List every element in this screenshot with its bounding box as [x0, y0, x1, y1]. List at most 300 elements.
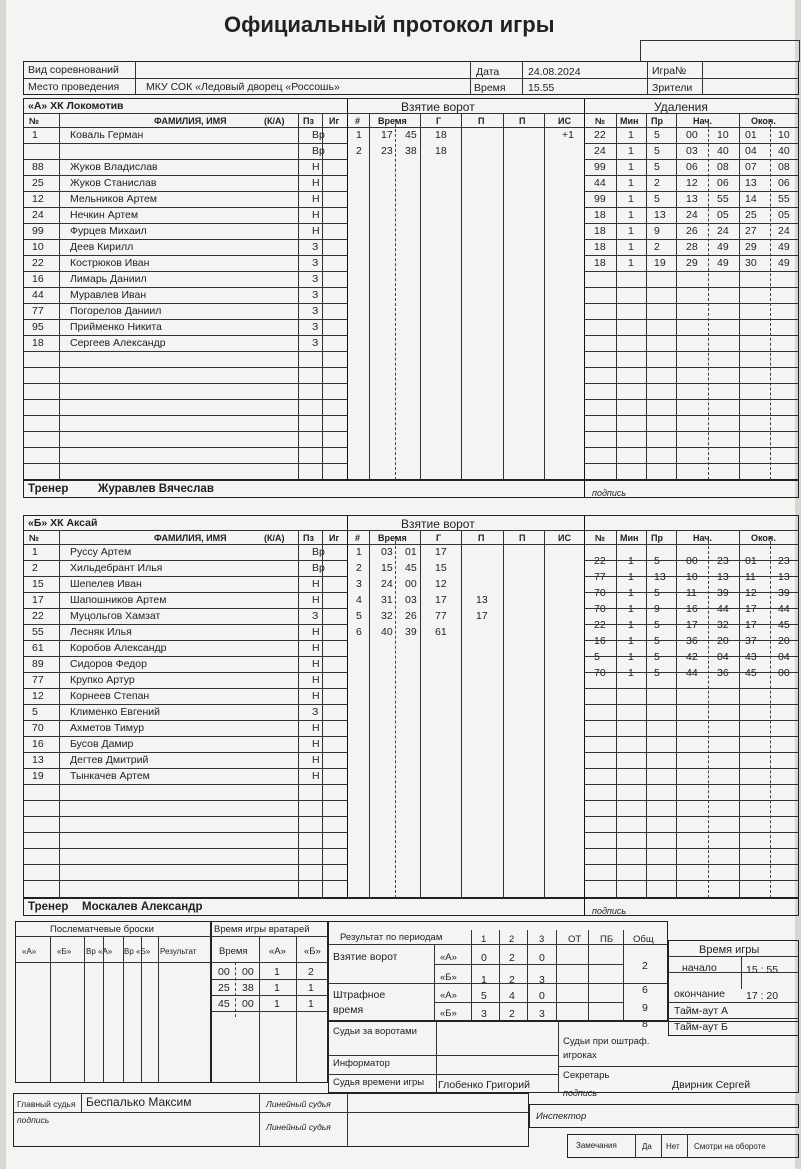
col-pen-number: №	[595, 116, 606, 126]
rule-line	[739, 530, 740, 898]
penalty-minutes: 1	[628, 129, 634, 141]
penalty-end-sec: 00	[778, 667, 790, 679]
penalty-end-sec: 24	[778, 225, 790, 237]
penalty-start-min: 42	[686, 651, 698, 663]
rule-line	[13, 1112, 529, 1113]
player-position: Вр	[312, 129, 325, 141]
remarks-no: Нет	[666, 1142, 680, 1151]
player-position: Н	[312, 177, 320, 189]
rule-line	[584, 816, 799, 817]
penalty-player: 70	[594, 667, 606, 679]
rule-line	[328, 983, 668, 984]
goal-scorer: 77	[435, 610, 447, 622]
rule-line	[584, 752, 799, 753]
player-name: Прийменко Никита	[70, 321, 162, 333]
penalty-player: 22	[594, 619, 606, 631]
penalty-minutes: 1	[628, 619, 634, 631]
rule-line	[23, 880, 347, 881]
penalty-start-min: 10	[686, 571, 698, 583]
penalty-end-min: 12	[745, 587, 757, 599]
player-number: 70	[32, 722, 44, 734]
penalty-start-sec: 05	[717, 209, 729, 221]
col-ka: (К/А)	[264, 533, 285, 543]
rule-line	[23, 399, 347, 400]
goal-second: 01	[405, 546, 417, 558]
col-pen-end: Окон.	[751, 533, 776, 543]
goalie-b-number: 1	[308, 998, 314, 1010]
goalie-col-a: «А»	[269, 946, 286, 957]
pim-a-period: 5	[481, 990, 487, 1002]
goal-minute: 17	[381, 129, 393, 141]
timekeeper-name: Глобенко Григорий	[438, 1079, 530, 1091]
rule-line	[84, 936, 85, 1083]
goal-scorer: 12	[435, 578, 447, 590]
page-title: Официальный протокол игры	[224, 12, 555, 37]
player-position: Н	[312, 658, 320, 670]
rule-line	[328, 944, 668, 945]
penalty-code: 2	[654, 177, 660, 189]
penalty-code: 5	[654, 145, 660, 157]
secretary-name: Двирник Сергей	[672, 1079, 751, 1091]
rule-line	[584, 351, 799, 352]
player-name: Дегтев Дмитрий	[70, 754, 149, 766]
penalty-end-sec: 04	[778, 651, 790, 663]
rule-line	[584, 239, 799, 240]
rule-line	[23, 287, 347, 288]
penalty-end-min: 11	[745, 571, 756, 583]
player-position: З	[312, 337, 319, 349]
penalty-player: 22	[594, 129, 606, 141]
rule-line	[471, 930, 472, 1021]
rule-line	[395, 119, 396, 480]
penalty-end-sec: 23	[778, 555, 790, 567]
rule-line	[141, 936, 142, 1083]
player-number: 61	[32, 642, 44, 654]
penalty-minutes: 1	[628, 571, 634, 583]
player-name: Шапошников Артем	[70, 594, 167, 606]
penalty-player: 70	[594, 603, 606, 615]
penalty-end-sec: 08	[778, 161, 790, 173]
goal-minute: 23	[381, 145, 393, 157]
penalty-player: 77	[594, 571, 606, 583]
col-strength: ИС	[558, 533, 571, 543]
penalty-end-sec: 40	[778, 145, 790, 157]
pim-b-period: 3	[481, 1008, 487, 1020]
rule-line	[635, 1134, 636, 1158]
penalty-code: 5	[654, 129, 660, 141]
rule-line	[527, 930, 528, 1021]
goal-scorer: 15	[435, 562, 447, 574]
goal-scorer: 18	[435, 145, 447, 157]
period-col-1: 2	[509, 934, 515, 945]
rule-line	[503, 113, 504, 480]
penalty-start-sec: 39	[717, 587, 729, 599]
rule-line	[15, 962, 211, 963]
player-number: 16	[32, 738, 44, 750]
penalty-end-min: 17	[745, 619, 757, 631]
player-name: Мельников Артем	[70, 193, 158, 205]
col-pen-minutes: Мин	[620, 533, 639, 543]
penalty-code: 19	[654, 257, 666, 269]
rule-line	[347, 1093, 348, 1147]
rule-line	[369, 530, 370, 898]
penalty-start-sec: 32	[717, 619, 729, 631]
penalty-minutes: 1	[628, 241, 634, 253]
total-pim-a: 9	[642, 1002, 648, 1014]
rule-line	[584, 255, 799, 256]
venue-value: МКУ СОК «Ледовый дворец «Россошь»	[146, 81, 340, 93]
shootout-col-b: «Б»	[57, 947, 72, 956]
penalty-end-min: 01	[745, 555, 757, 567]
penalty-start-min: 11	[686, 587, 697, 599]
goal-minute: 32	[381, 610, 393, 622]
col-pen-start: Нач.	[693, 116, 713, 126]
col-goal-scorer: Г	[436, 116, 442, 126]
player-number: 5	[32, 706, 38, 718]
penalty-player: 24	[594, 145, 606, 157]
goal-judges-label: Судьи за воротами	[333, 1026, 417, 1037]
penalty-start-min: 00	[686, 129, 698, 141]
player-position: Н	[312, 225, 320, 237]
penalty-code: 5	[654, 667, 660, 679]
player-number: 16	[32, 273, 44, 285]
rule-line	[623, 930, 624, 1021]
player-position: Н	[312, 578, 320, 590]
rule-line	[499, 930, 500, 1021]
player-number: 13	[32, 754, 44, 766]
player-name: Жуков Владислав	[70, 161, 158, 173]
venue-label: Место проведения	[28, 81, 120, 93]
player-number: 19	[32, 770, 44, 782]
rule-line	[584, 143, 799, 144]
game-time-title: Время игры	[699, 944, 760, 956]
game-start-label: начало	[682, 962, 717, 974]
rule-line	[461, 530, 462, 898]
goals-team-b-mark: «Б»	[440, 972, 457, 983]
shootout-col-a: «А»	[22, 947, 37, 956]
goal-number: 5	[356, 610, 362, 622]
game-end-value: 17 : 20	[746, 990, 779, 1002]
penalty-player: 99	[594, 193, 606, 205]
player-number: 1	[32, 546, 38, 558]
pim-row-label: Штрафное время	[333, 989, 386, 1016]
rule-line	[676, 113, 677, 480]
penalty-code: 13	[654, 571, 666, 583]
rule-line	[23, 720, 347, 721]
rule-line	[23, 656, 347, 657]
rule-line	[23, 319, 347, 320]
penalty-minutes: 1	[628, 603, 634, 615]
rule-line	[322, 113, 323, 480]
timeout-a-label: Тайм-аут А	[674, 1005, 729, 1017]
penalty-end-sec: 06	[778, 177, 790, 189]
goal-second: 03	[405, 594, 417, 606]
player-name: Деев Кирилл	[70, 241, 134, 253]
rule-line	[81, 1093, 82, 1112]
period-col-2: 3	[539, 934, 545, 945]
game-start-value: 15 : 55	[746, 964, 779, 976]
penalty-end-sec: 13	[778, 571, 790, 583]
player-name: Нечкин Артем	[70, 209, 139, 221]
rule-line	[23, 271, 347, 272]
player-position: Н	[312, 626, 320, 638]
penalty-end-min: 13	[745, 177, 757, 189]
player-position: Н	[312, 770, 320, 782]
rule-line	[584, 223, 799, 224]
goals-b-period: 2	[509, 974, 515, 986]
col-pz: Пз	[303, 533, 314, 543]
rule-line	[584, 335, 799, 336]
player-position: Вр	[312, 562, 325, 574]
rule-line	[739, 113, 740, 480]
time-label: Время	[474, 82, 506, 94]
penalty-start-sec: 36	[717, 667, 729, 679]
rule-line	[23, 143, 347, 144]
goalie-col-b: «Б»	[304, 946, 321, 957]
rule-line	[584, 848, 799, 849]
penalty-start-sec: 44	[717, 603, 729, 615]
col-goal-time: Время	[378, 533, 407, 543]
penalty-end-sec: 39	[778, 587, 790, 599]
col-ka: (К/А)	[264, 116, 285, 126]
periods-title: Результат по периодам	[340, 932, 443, 943]
col-number: №	[29, 116, 40, 126]
player-number: 89	[32, 658, 44, 670]
penalty-start-sec: 23	[717, 555, 729, 567]
rule-line	[395, 536, 396, 898]
penalty-player: 18	[594, 209, 606, 221]
rule-line	[23, 351, 347, 352]
pim-team-a-mark: «А»	[440, 990, 457, 1001]
goalie-a-number: 1	[274, 966, 280, 978]
pim-b-period: 3	[539, 1008, 545, 1020]
player-position: Н	[312, 193, 320, 205]
col-ig: Иг	[329, 533, 340, 543]
player-position: З	[312, 305, 319, 317]
rule-line	[584, 720, 799, 721]
penalty-code: 2	[654, 241, 660, 253]
penalty-start-min: 00	[686, 555, 698, 567]
penalty-player: 18	[594, 225, 606, 237]
rule-line	[23, 816, 347, 817]
rule-line	[584, 864, 799, 865]
player-name: Лимарь Даниил	[70, 273, 147, 285]
rule-line	[23, 784, 347, 785]
goal-scorer: 18	[435, 129, 447, 141]
rule-line	[584, 287, 799, 288]
penalty-end-min: 07	[745, 161, 757, 173]
rule-line	[23, 335, 347, 336]
goal-assist-1: 17	[476, 610, 488, 622]
player-position: Н	[312, 738, 320, 750]
rule-line	[708, 119, 709, 480]
penalty-code: 5	[654, 587, 660, 599]
linesman-2-label: Линейный судья	[266, 1122, 331, 1132]
rule-line	[584, 447, 799, 448]
col-goal-number: #	[355, 116, 361, 126]
penalty-player: 99	[594, 161, 606, 173]
penalty-start-min: 36	[686, 635, 698, 647]
rule-line	[588, 930, 589, 1021]
rule-line	[23, 303, 347, 304]
rule-line	[584, 898, 585, 916]
penalty-start-sec: 06	[717, 177, 729, 189]
player-position: З	[312, 289, 319, 301]
rule-line	[668, 1002, 799, 1003]
rule-line	[584, 768, 799, 769]
goal-minute: 40	[381, 626, 393, 638]
penalty-start-sec: 24	[717, 225, 729, 237]
coach-name: Журавлев Вячеслав	[98, 483, 214, 495]
linesman-1-label: Линейный судья	[266, 1099, 331, 1109]
goals-team-a-mark: «А»	[440, 952, 457, 963]
penalty-start-min: 44	[686, 667, 698, 679]
goal-number: 3	[356, 578, 362, 590]
rule-line	[15, 936, 211, 937]
rule-line	[584, 367, 799, 368]
penalty-end-sec: 49	[778, 257, 790, 269]
goal-scorer: 61	[435, 626, 447, 638]
penalty-end-sec: 55	[778, 193, 790, 205]
player-number: 55	[32, 626, 44, 638]
rule-line	[298, 530, 299, 898]
remarks-yes: Да	[642, 1142, 652, 1151]
penalty-code: 5	[654, 555, 660, 567]
goal-second: 00	[405, 578, 417, 590]
penalty-start-sec: 08	[717, 161, 729, 173]
rule-line	[23, 560, 347, 561]
penalty-minutes: 1	[628, 193, 634, 205]
rule-line	[584, 399, 799, 400]
rule-line	[770, 119, 771, 480]
penalty-start-min: 06	[686, 161, 698, 173]
penalty-code: 5	[654, 635, 660, 647]
rule-line	[23, 207, 347, 208]
goal-minute: 31	[381, 594, 393, 606]
penalty-start-sec: 49	[717, 241, 729, 253]
rule-line	[584, 191, 799, 192]
rule-line	[211, 1011, 328, 1012]
rule-line	[668, 956, 799, 957]
rule-line	[123, 936, 124, 1083]
team_a-goals-title: Взятие ворот	[401, 100, 475, 114]
rule-line	[584, 159, 799, 160]
goalie-time-title: Время игры вратарей	[214, 924, 310, 935]
rule-line	[687, 1134, 688, 1158]
shootout-col-gk-b: Вр «Б»	[124, 947, 151, 956]
goalie-col-time: Время	[219, 946, 248, 957]
player-number: 22	[32, 610, 44, 622]
shootout-col-gk-a: Вр «А»	[86, 947, 113, 956]
rule-line	[23, 255, 347, 256]
rule-line	[584, 303, 799, 304]
goalie-change-minute: 25	[218, 982, 230, 994]
goals-b-period: 1	[481, 974, 487, 986]
col-strength: ИС	[558, 116, 571, 126]
player-name: Ахметов Тимур	[70, 722, 145, 734]
rule-line	[23, 624, 347, 625]
rule-line	[584, 415, 799, 416]
rule-line	[259, 936, 260, 1083]
player-name: Крупко Артур	[70, 674, 135, 686]
goal-strength: +1	[562, 129, 574, 141]
goalie-b-number: 1	[308, 982, 314, 994]
player-position: Н	[312, 594, 320, 606]
pim-b-period: 2	[509, 1008, 515, 1020]
goals-a-period: 0	[539, 952, 545, 964]
team_b-team-title: «Б» ХК Аксай	[28, 517, 98, 529]
goalie-change-second: 00	[242, 966, 254, 978]
time-value: 15.55	[528, 82, 555, 94]
goal-number: 6	[356, 626, 362, 638]
rule-line	[646, 530, 647, 898]
penalty-player: 16	[594, 635, 606, 647]
player-position: Н	[312, 209, 320, 221]
rule-line	[23, 848, 347, 849]
col-name: ФАМИЛИЯ, ИМЯ	[154, 533, 227, 543]
player-number: 77	[32, 674, 44, 686]
player-position: З	[312, 241, 319, 253]
goal-minute: 15	[381, 562, 393, 574]
goals-b-period: 3	[539, 974, 545, 986]
goal-scorer: 17	[435, 594, 447, 606]
sign-label: подпись	[592, 906, 627, 916]
player-number: 22	[32, 257, 44, 269]
penalty-end-min: 29	[745, 241, 757, 253]
rule-line	[23, 592, 347, 593]
rule-line	[544, 530, 545, 898]
rule-line	[23, 752, 347, 753]
rule-line	[23, 608, 347, 609]
penalty-end-sec: 49	[778, 241, 790, 253]
rule-line	[503, 530, 504, 898]
goalie-change-second: 38	[242, 982, 254, 994]
penalty-player: 44	[594, 177, 606, 189]
goal-second: 38	[405, 145, 417, 157]
rule-line	[646, 113, 647, 480]
penalty-code: 13	[654, 209, 666, 221]
rule-line	[584, 880, 799, 881]
player-position: Н	[312, 722, 320, 734]
penalty-end-min: 43	[745, 651, 757, 663]
spectators-label: Зрители	[652, 82, 693, 94]
main-ref-name: Беспалько Максим	[86, 1095, 192, 1109]
secretary-sign-label: подпись	[563, 1088, 598, 1098]
penalty-minutes: 1	[628, 635, 634, 647]
rule-line	[23, 159, 347, 160]
rule-line	[676, 530, 677, 898]
period-col-0: 1	[481, 934, 487, 945]
penalty-end-min: 04	[745, 145, 757, 157]
goals-row-label: Взятие ворот	[333, 951, 398, 963]
penalty-end-min: 30	[745, 257, 757, 269]
player-name: Кострюков Иван	[70, 257, 150, 269]
rule-line	[23, 191, 347, 192]
penalty-minutes: 1	[628, 161, 634, 173]
protocol-sheet	[6, 0, 795, 1169]
coach-label: Тренер	[28, 483, 69, 495]
col-pen-minutes: Мин	[620, 116, 639, 126]
penalty-end-sec: 05	[778, 209, 790, 221]
penalty-end-min: 01	[745, 129, 757, 141]
player-number: 12	[32, 193, 44, 205]
penalty-code: 5	[654, 651, 660, 663]
player-number: 12	[32, 690, 44, 702]
rule-line	[661, 1134, 662, 1158]
rule-line	[347, 515, 348, 898]
goal-second: 26	[405, 610, 417, 622]
rule-line	[23, 864, 347, 865]
